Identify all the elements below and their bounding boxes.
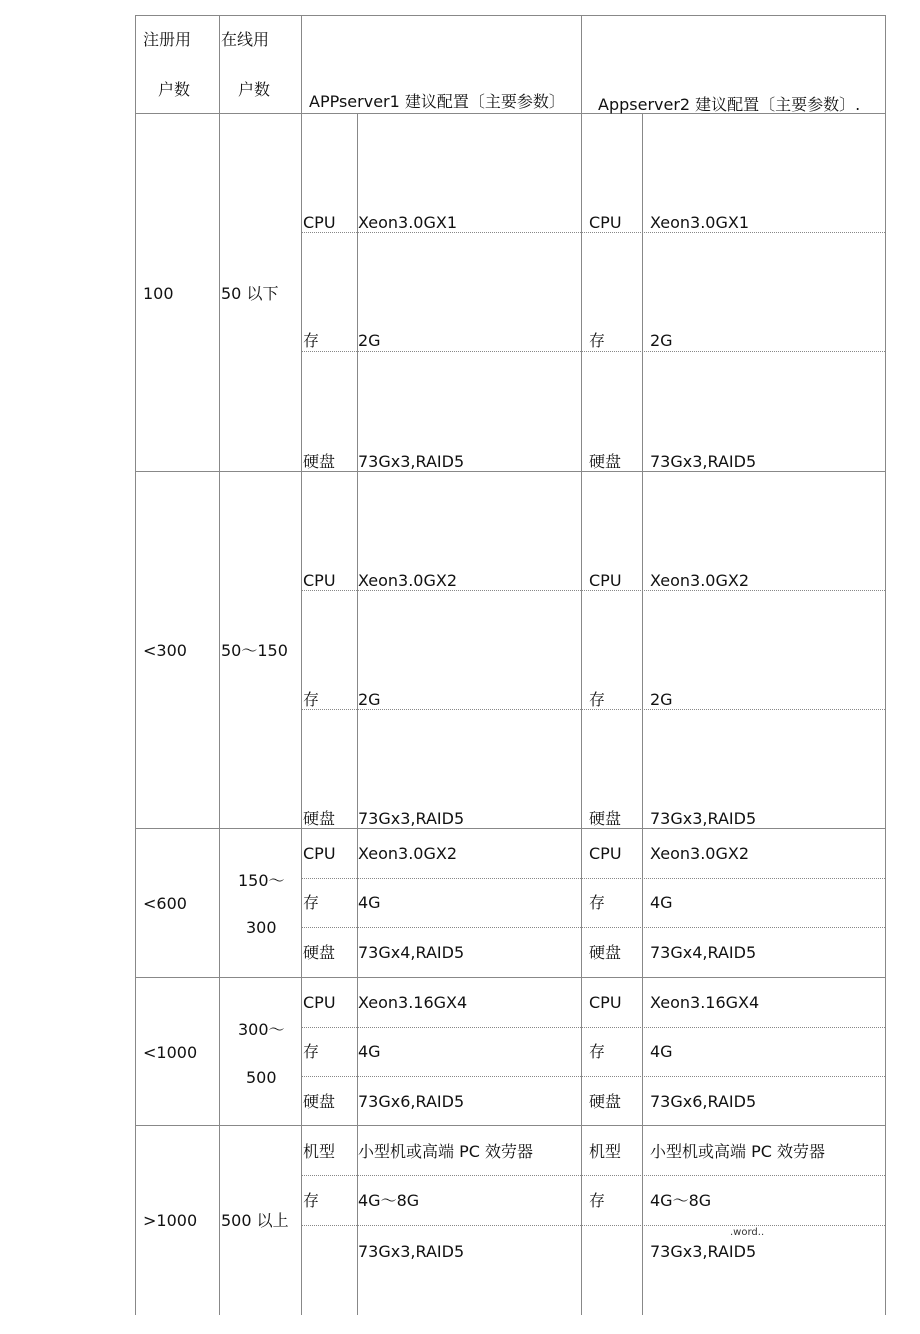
spec-key: CPU xyxy=(303,993,336,1012)
watermark-text: .word.. xyxy=(730,1227,765,1238)
header-appserver1: APPserver1 建议配置〔主要参数〕 xyxy=(309,92,565,111)
spec-value: 73Gx3,RAID5 xyxy=(650,1242,757,1261)
table-border-top xyxy=(135,15,885,16)
spec-value: 73Gx6,RAID5 xyxy=(650,1092,757,1111)
row-separator xyxy=(301,1175,885,1176)
spec-value: 4G～8G xyxy=(358,1191,420,1210)
spec-key: CPU xyxy=(589,571,622,590)
spec-key: 存 xyxy=(303,331,320,350)
spec-value: 73Gx3,RAID5 xyxy=(358,452,465,471)
online-users-cell-line1: 150～ xyxy=(238,871,285,890)
spec-value: 73Gx4,RAID5 xyxy=(650,943,757,962)
header-registered-users-line1: 注册用 xyxy=(143,30,192,49)
header-registered-users-line2: 户数 xyxy=(158,80,191,99)
group-separator xyxy=(135,471,885,472)
group-separator xyxy=(135,1125,885,1126)
registered-users-cell: 100 xyxy=(143,284,174,303)
spec-key: 存 xyxy=(303,1191,320,1210)
online-users-cell-line2: 300 xyxy=(246,918,277,937)
spec-value: 4G xyxy=(358,893,381,912)
spec-key: 硬盘 xyxy=(303,452,336,471)
spec-value: Xeon3.0GX2 xyxy=(358,571,457,590)
spec-value: 2G xyxy=(650,690,673,709)
spec-value: Xeon3.16GX4 xyxy=(650,993,760,1012)
spec-key: CPU xyxy=(589,844,622,863)
spec-value: 2G xyxy=(358,690,381,709)
row-separator xyxy=(301,1225,885,1226)
spec-value: 2G xyxy=(650,331,673,350)
header-appserver2: Appserver2 建议配置〔主要参数〕. xyxy=(598,95,861,114)
spec-key: 存 xyxy=(589,1191,606,1210)
spec-key: 硬盘 xyxy=(303,1092,336,1111)
row-separator xyxy=(301,1027,885,1028)
spec-key: 存 xyxy=(589,331,606,350)
spec-key: 硬盘 xyxy=(589,452,622,471)
spec-key: 硬盘 xyxy=(589,809,622,828)
spec-value: 小型机或高端 PC 效劳器 xyxy=(650,1142,825,1161)
online-users-cell: 50 以下 xyxy=(221,284,279,303)
spec-value: 73Gx4,RAID5 xyxy=(358,943,465,962)
column-divider xyxy=(219,15,220,1315)
spec-value: 73Gx3,RAID5 xyxy=(358,809,465,828)
spec-key: CPU xyxy=(303,213,336,232)
row-separator xyxy=(301,878,885,879)
registered-users-cell: <1000 xyxy=(143,1043,198,1062)
spec-key: 机型 xyxy=(303,1142,336,1161)
spec-key: 存 xyxy=(303,1042,320,1061)
spec-value: 73Gx3,RAID5 xyxy=(650,809,757,828)
column-divider xyxy=(357,113,358,1315)
spec-value: 4G xyxy=(650,1042,673,1061)
spec-value: 小型机或高端 PC 效劳器 xyxy=(358,1142,533,1161)
spec-key: 存 xyxy=(303,893,320,912)
spec-key: 硬盘 xyxy=(303,809,336,828)
spec-key: 硬盘 xyxy=(303,943,336,962)
table-border-left xyxy=(135,15,136,1315)
spec-key: CPU xyxy=(589,213,622,232)
spec-value: Xeon3.0GX1 xyxy=(358,213,457,232)
header-online-users-line1: 在线用 xyxy=(221,30,270,49)
spec-value: 73Gx3,RAID5 xyxy=(650,452,757,471)
registered-users-cell: <300 xyxy=(143,641,187,660)
registered-users-cell: <600 xyxy=(143,894,187,913)
spec-key: 硬盘 xyxy=(589,1092,622,1111)
online-users-cell: 500 以上 xyxy=(221,1211,289,1230)
spec-value: 4G xyxy=(650,893,673,912)
row-separator xyxy=(301,927,885,928)
spec-key: 存 xyxy=(303,690,320,709)
spec-value: 73Gx6,RAID5 xyxy=(358,1092,465,1111)
row-separator xyxy=(301,1076,885,1077)
spec-value: Xeon3.16GX4 xyxy=(358,993,468,1012)
group-separator xyxy=(135,977,885,978)
spec-value: 2G xyxy=(358,331,381,350)
spec-value: Xeon3.0GX1 xyxy=(650,213,749,232)
column-divider xyxy=(581,15,582,1315)
header-online-users-line2: 户数 xyxy=(238,80,271,99)
spec-key: 硬盘 xyxy=(589,943,622,962)
group-separator xyxy=(135,828,885,829)
spec-key: 存 xyxy=(589,690,606,709)
spec-key: 机型 xyxy=(589,1142,622,1161)
column-divider xyxy=(642,113,643,1315)
spec-key: 存 xyxy=(589,1042,606,1061)
online-users-cell-line2: 500 xyxy=(246,1068,277,1087)
column-divider xyxy=(301,15,302,1315)
spec-value: Xeon3.0GX2 xyxy=(650,844,749,863)
spec-value: 73Gx3,RAID5 xyxy=(358,1242,465,1261)
spec-key: 存 xyxy=(589,893,606,912)
spec-value: 4G～8G xyxy=(650,1191,712,1210)
spec-value: Xeon3.0GX2 xyxy=(358,844,457,863)
spec-key: CPU xyxy=(303,844,336,863)
spec-key: CPU xyxy=(303,571,336,590)
table-border-right xyxy=(885,15,886,1315)
row-separator xyxy=(301,351,885,352)
spec-value: Xeon3.0GX2 xyxy=(650,571,749,590)
registered-users-cell: >1000 xyxy=(143,1211,198,1230)
online-users-cell-line1: 300～ xyxy=(238,1020,285,1039)
spec-key: CPU xyxy=(589,993,622,1012)
online-users-cell: 50～150 xyxy=(221,641,288,660)
spec-value: 4G xyxy=(358,1042,381,1061)
